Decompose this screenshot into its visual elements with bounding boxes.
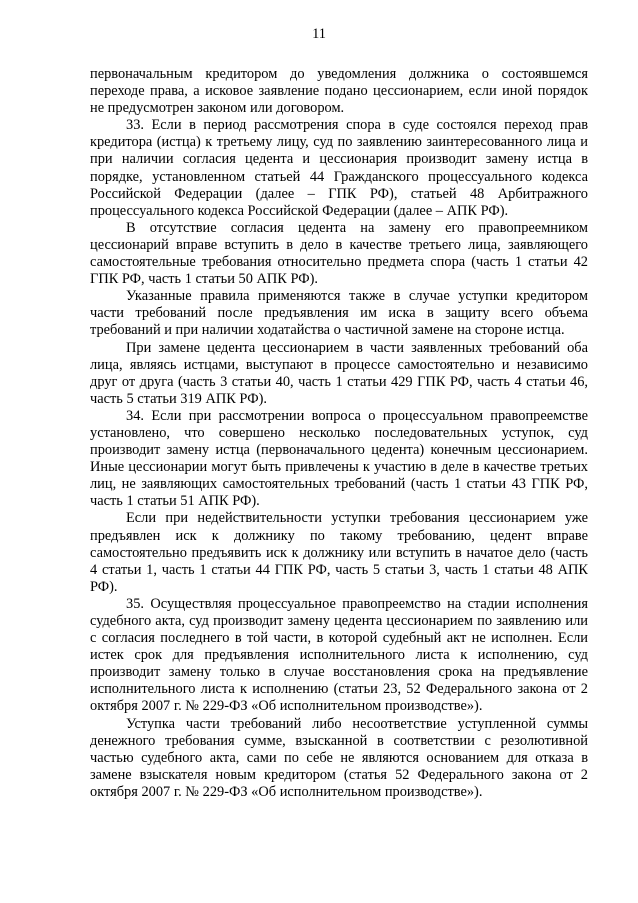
page-number: 11 bbox=[312, 26, 326, 42]
paragraph-item-33: 33. Если в период рассмотрения спора в суде состоялся переход прав кредитора (истца) к третьему лицу, суд по заявлению заинтересованного лица и при наличии согласия цедента и цессионария производит замену истца в порядке, установленном статьей 44 Гражданского процессуального кодекса Российской Федерации (далее – ГПК РФ), статьей 48 Арбитражного процессуального кодекса Российской Федерации (далее – АПК РФ). bbox=[90, 117, 588, 219]
document-body bbox=[90, 66, 588, 801]
paragraph-partial-assignment: Указанные правила применяются также в случае уступки кредитором части требований после предъявления им иска в защиту всего объема требований и при наличии ходатайства о частичной замене на стороне истца. bbox=[90, 288, 588, 339]
paragraph-partial-claims-enforcement: Уступка части требований либо несоответствие уступленной суммы денежного требования сумме, взысканной в соответствии с резолютивной частью судебного акта, сами по себе не являются основанием для отказа в замене взыскателя новым кредитором (статья 52 Федерального закона от 2 октября 2007 г. № 229-ФЗ «Об исполнительном производстве»). bbox=[90, 715, 588, 800]
paragraph-item-35: 35. Осуществляя процессуальное правопреемство на стадии исполнения судебного акта, суд производит замену цедента цессионарием по заявлению или с согласия последнего в той части, в которой судебный акт не исполнен. Если истек срок для предъявления исполнительного листа к исполнению, суд производит замену только в случае восстановления срока на предъявление исполнительного листа к исполнению (статьи 23, 52 Федерального закона от 2 октября 2007 г. № 229-ФЗ «Об исполнительном производстве»). bbox=[90, 595, 588, 715]
paragraph-independent-plaintiffs: При замене цедента цессионарием в части заявленных требований оба лица, являясь истцами, выступают в процессе самостоятельно и независимо друг от друга (часть 3 статьи 40, часть 1 статьи 429 ГПК РФ, часть 4 статьи 46, часть 5 статьи 319 АПК РФ). bbox=[90, 339, 588, 407]
paragraph-continuation: первоначальным кредитором до уведомления должника о состоявшемся переходе права, а исковое заявление подано цессионарием, если иной порядок не предусмотрен законом или договором. bbox=[90, 66, 588, 117]
paragraph-item-34: 34. Если при рассмотрении вопроса о процессуальном правопреемстве установлено, что совершено несколько последовательных уступок, суд производит замену истца (первоначального цедента) конечным цессионарием. Иные цессионарии могут быть привлечены к участию в деле в качестве третьих лиц, не заявляющих самостоятельных требований (часть 1 статьи 43 ГПК РФ, часть 1 статьи 51 АПК РФ). bbox=[90, 407, 588, 510]
paragraph-invalid-assignment: Если при недействительности уступки требования цессионарием уже предъявлен иск к должнику по такому требованию, цедент вправе самостоятельно предъявить иск к должнику или вступить в начатое дело (часть 4 статьи 1, часть 1 статьи 44 ГПК РФ, часть 5 статьи 3, часть 1 статьи 48 АПК РФ). bbox=[90, 510, 588, 595]
paragraph-third-party-claim: В отсутствие согласия цедента на замену его правопреемником цессионарий вправе вступить в дело в качестве третьего лица, заявляющего самостоятельные требования относительно предмета спора (часть 1 статьи 42 ГПК РФ, часть 1 статьи 50 АПК РФ). bbox=[90, 219, 588, 288]
